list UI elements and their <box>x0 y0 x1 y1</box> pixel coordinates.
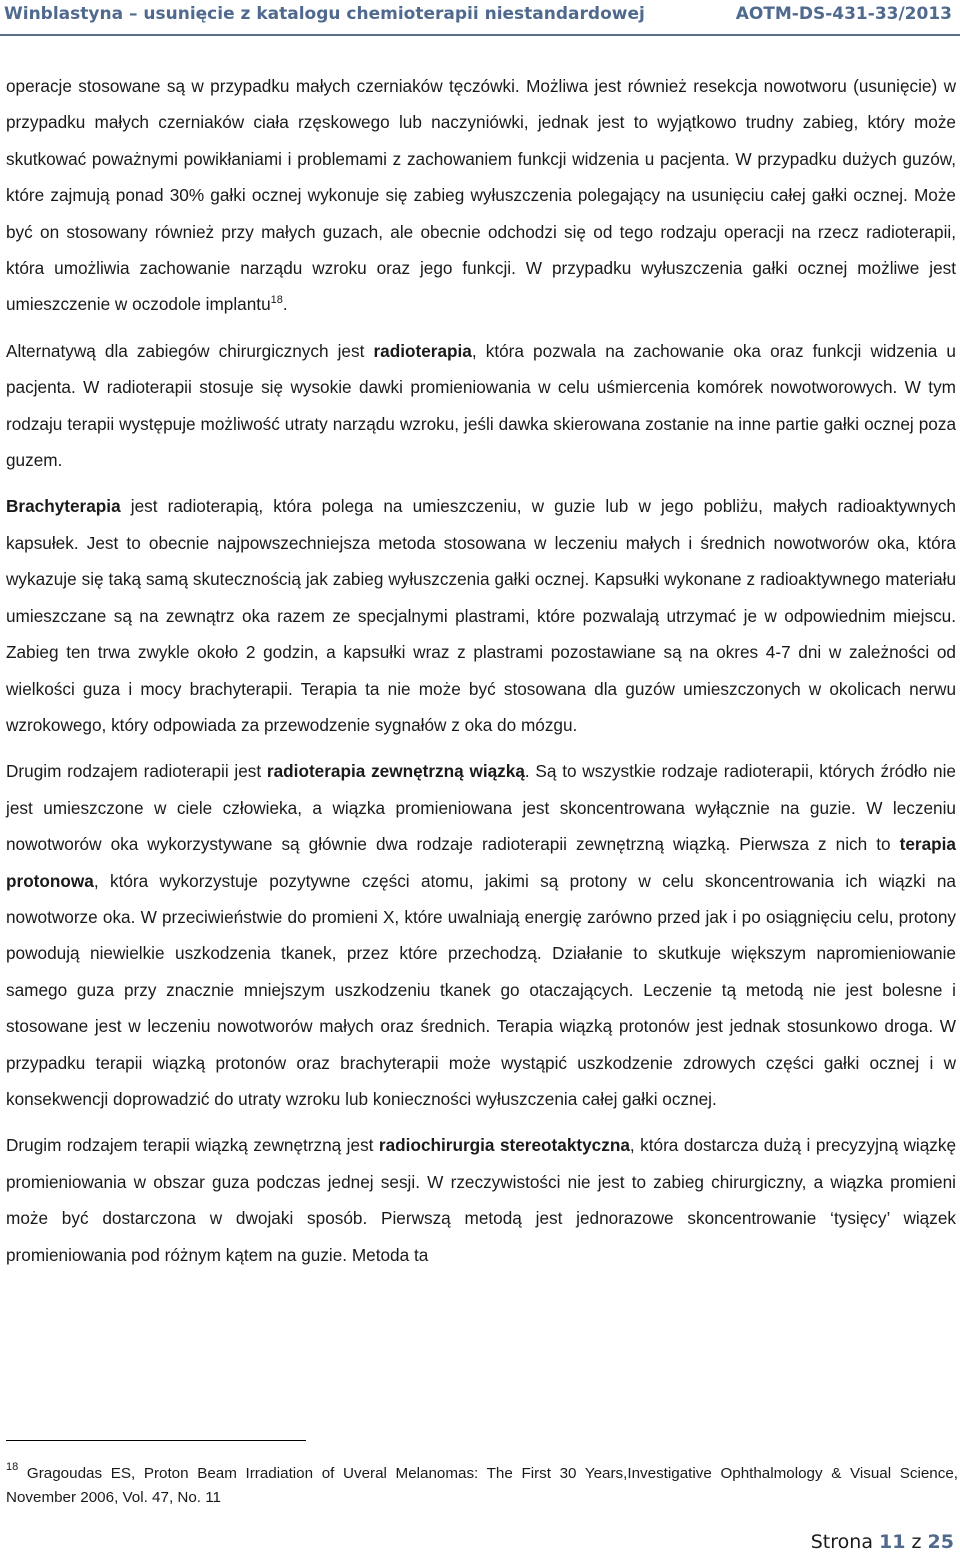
footnote-separator <box>6 1440 306 1441</box>
header-title: Winblastyna – usunięcie z katalogu chemioterapii niestandardowej <box>4 4 645 24</box>
footnote-number: 18 <box>6 1461 19 1473</box>
header-document-id: AOTM-DS-431-33/2013 <box>735 4 952 24</box>
paragraph <box>6 1127 956 1273</box>
paragraph <box>6 488 956 743</box>
bold-term: radioterapia zewnętrzną wiązką <box>266 761 525 782</box>
page-header <box>0 0 960 36</box>
page-number-current: 11 <box>879 1531 906 1553</box>
text-run: Alternatywą dla zabiegów chirurgicznych jest <box>6 340 374 361</box>
page-number <box>811 1531 954 1553</box>
bold-term: radioterapia <box>373 340 472 361</box>
page-number-separator: z <box>911 1531 922 1553</box>
text-run: . Są to wszystkie rodzaje radioterapii, których źródło nie jest umieszczone w ciele człowieka, a wiązka promieniowana jest skoncentrowana wyłącznie na guzie. W leczeniu nowotworów oka wykorzystywane są głównie dwa rodzaje radioterapii zewnętrzną wiązką. Pierwsza z nich to <box>6 761 956 855</box>
text-run: operacje stosowane są w przypadku małych czerniaków tęczówki. Możliwa jest również resekcja nowotworu (usunięcie) w przypadku małych czerniaków ciała rzęskowego lub naczyniówki, jednak jest to wyjątkowo trudny zabieg, który może skutkować poważnymi powikłaniami i problemami z zachowaniem funkcji widzenia u pacjenta. W przypadku dużych guzów, które zajmują ponad 30% gałki ocznej wykonuje się zabieg wyłuszczenia polegający na usunięciu całej gałki ocznej. Może być on stosowany również przy małych guzach, ale obecnie odchodzi się od tego rodzaju operacji na rzecz radioterapii, która umożliwia zachowanie narządu wzroku oraz jego funkcji. W przypadku wyłuszczenia gałki ocznej możliwe jest umieszczenie w oczodole implantu <box>6 76 956 315</box>
footnote <box>6 1462 958 1510</box>
text-run: jest radioterapią, która polega na umieszczeniu, w guzie lub w jego pobliżu, małych radioaktywnych kapsułek. Jest to obecnie najpowszechniejsza metoda stosowana w leczeniu małych i średnich nowotworów oka, która wykazuje się taką samą skutecznością jak zabieg wyłuszczenia gałki ocznej. Kapsułki wykonane z radioaktywnego materiału umieszczane są na zewnątrz oka razem ze specjalnymi plastrami, które pozwalają utrzymać je w odpowiednim miejscu. Zabieg ten trwa zwykle około 2 godzin, a kapsułki wraz z plastrami pozostawiane są na okres 4-7 dni w zależności od wielkości guza i mocy brachyterapii. Terapia ta nie może być stosowana dla guzów umieszczonych w okolicach nerwu wzrokowego, który odpowiada za przewodzenie sygnałów z oka do mózgu. <box>6 496 956 735</box>
paragraph <box>6 68 956 323</box>
text-run: , która dostarcza dużą i precyzyjną wiązkę promieniowania w obszar guza podczas jednej sesji. W rzeczywistości nie jest to zabieg chirurgiczny, a wiązka promieni może być dostarczona w dwojaki sposób. Pierwszą metodą jest jednorazowe skoncentrowanie ‘tysięcy’ wiązek promieniowania pod różnym kątem na guzie. Metoda ta <box>6 1135 957 1265</box>
text-run: , która pozwala na zachowanie oka oraz funkcji widzenia u pacjenta. W radioterapii stosuje się wysokie dawki promieniowania w celu uśmiercenia komórek nowotworowych. W tym rodzaju terapii występuje możliwość utraty narządu wzroku, jeśli dawka skierowana zostanie na inne partie gałki ocznej poza guzem. <box>6 340 956 471</box>
text-run: Drugim rodzajem terapii wiązką zewnętrzną jest <box>6 1135 379 1156</box>
bold-term: Brachyterapia <box>6 496 121 517</box>
bold-term: radiochirurgia stereotaktyczna <box>378 1135 630 1156</box>
paragraph <box>6 753 956 1117</box>
paragraph <box>6 333 956 479</box>
body-text <box>6 68 956 1283</box>
bold-term: terapia protonowa <box>6 834 956 891</box>
text-run: . <box>282 294 288 315</box>
text-run: , która wykorzystuje pozytywne części atomu, jakimi są protony w celu skoncentrowania ich wiązki na nowotworze oka. W przeciwieństwie do promieni X, które uwalniają energię zarówno przed jak i po osiągnięciu celu, protony powodują niewielkie uszkodzenia tkanek, przez które przechodzą. Działanie to skutkuje większym napromieniowanie samego guza przy znacznie mniejszym uszkodzeniu tkanek go otaczających. Leczenie tą metodą nie jest bolesne i stosowane jest w leczeniu nowotworów małych oraz średnich. Terapia wiązką protonów jest jednak stosunkowo droga. W przypadku terapii wiązką protonów oraz brachyterapii może wystąpić uszkodzenie zdrowych części gałki ocznej i w konsekwencji doprowadzić do utraty wzroku lub konieczności wyłuszczenia całej gałki ocznej. <box>6 870 956 1109</box>
page-number-total: 25 <box>927 1531 954 1553</box>
text-run: Drugim rodzajem radioterapii jest <box>6 761 267 782</box>
page-number-prefix: Strona <box>810 1531 873 1553</box>
footnote-text: Gragoudas ES, Proton Beam Irradiation of Uveral Melanomas: The First 30 Years,Investigative Ophthalmology & Visual Science, November 2006, Vol. 47, No. 11 <box>6 1465 958 1506</box>
footnote-reference: 18 <box>270 294 283 307</box>
